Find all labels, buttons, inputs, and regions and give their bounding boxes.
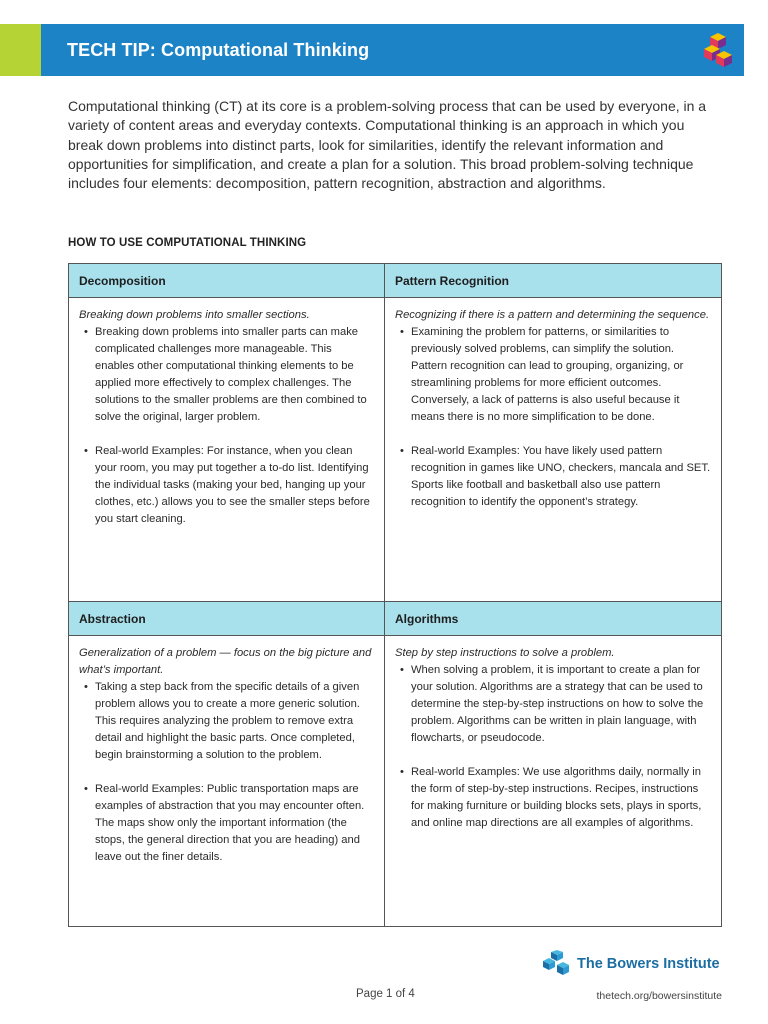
list-item: • Real-world Examples: Public transportation maps are examples of abstraction that you may encounter often. The maps show only the important information (the stops, the general direction that you are heading) and leave out the finer details.	[95, 781, 374, 866]
bullet-list	[395, 324, 711, 511]
list-item: • Breaking down problems into smaller parts can make complicated challenges more manageable. This enables other computational thinking elements to be applied more effectively to complex challenges. The solutions to the smaller problems are then combined to solve the original, larger problem.	[95, 324, 374, 426]
footer-brand-name: The Bowers Institute	[577, 956, 720, 972]
list-item: • Examining the problem for patterns, or similarities to previously solved problems, can simplify the solution. Pattern recognition can lead to grouping, organizing, or streamlining problems for more efficient outcomes. Conversely, a lack of patterns is also useful because it means there is no more simplification to be done.	[411, 324, 711, 426]
cell-body-abstraction	[69, 636, 384, 883]
intro-paragraph: Computational thinking (CT) at its core is a problem-solving process that can be used by everyone, in a variety of content areas and everyday contexts. Computational thinking is an approach in which you break down problems into distinct parts, look for similarities, identify the relevant information and opportunities for simplification, and create a plan for a solution. This broad problem-solving technique includes four elements: decomposition, pattern recognition, abstraction and algorithms.	[68, 98, 707, 192]
cell-title-pattern-recognition: Pattern Recognition	[385, 264, 721, 298]
page-number: Page 1 of 4	[356, 988, 415, 1000]
header-bar	[41, 24, 744, 76]
cell-title-decomposition: Decomposition	[69, 264, 384, 298]
bullet-list	[79, 324, 374, 528]
cell-title-algorithms: Algorithms	[385, 602, 721, 636]
cell-body-pattern-recognition	[385, 298, 721, 528]
section-heading: HOW TO USE COMPUTATIONAL THINKING	[68, 237, 307, 249]
cube-logo-icon	[696, 31, 736, 71]
list-item: • Real-world Examples: You have likely used pattern recognition in games like UNO, checkers, mancala and SET. Sports like football and basketball also use pattern recognition to identify the opponent’s strategy.	[411, 443, 711, 511]
list-item: • Real-world Examples: For instance, when you clean your room, you may put together a to-do list. Identifying the individual tasks (making your bed, hanging up your clothes, etc.) allows you to see the smaller steps before you start cleaning.	[95, 443, 374, 528]
list-item: • When solving a problem, it is important to create a plan for your solution. Algorithms are a strategy that can be used to determine the step-by-step instructions on how to solve the problem. Algorithms can be written in plain language, with flowcharts, or pseudocode.	[411, 662, 711, 747]
cell-summary: Step by step instructions to solve a problem.	[395, 647, 615, 659]
ct-elements-table	[68, 263, 722, 927]
bullet-list	[79, 679, 374, 866]
header-accent-bar	[0, 24, 41, 76]
bullet-list	[395, 662, 711, 832]
cell-summary: Generalization of a problem — focus on the big picture and what’s important.	[79, 647, 372, 676]
cell-body-decomposition	[69, 298, 384, 545]
footer-website: thetech.org/bowersinstitute	[596, 990, 722, 1002]
bowers-cube-icon	[541, 950, 571, 978]
bowers-institute-logo	[541, 950, 720, 978]
cell-body-algorithms	[385, 636, 721, 849]
page-title: TECH TIP: Computational Thinking	[67, 39, 370, 60]
list-item: • Taking a step back from the specific details of a given problem allows you to create a more generic solution. This requires analyzing the problem to remove extra detail and highlight the basic parts. Once completed, begin brainstorming a solution to the problem.	[95, 679, 374, 764]
cell-title-abstraction: Abstraction	[69, 602, 384, 636]
cell-summary: Recognizing if there is a pattern and determining the sequence.	[395, 309, 710, 321]
list-item: • Real-world Examples: We use algorithms daily, normally in the form of step-by-step instructions. Recipes, instructions for making furniture or building blocks sets, plays in sports, and online map directions are all examples of algorithms.	[411, 764, 711, 832]
cell-summary: Breaking down problems into smaller sections.	[79, 309, 310, 321]
